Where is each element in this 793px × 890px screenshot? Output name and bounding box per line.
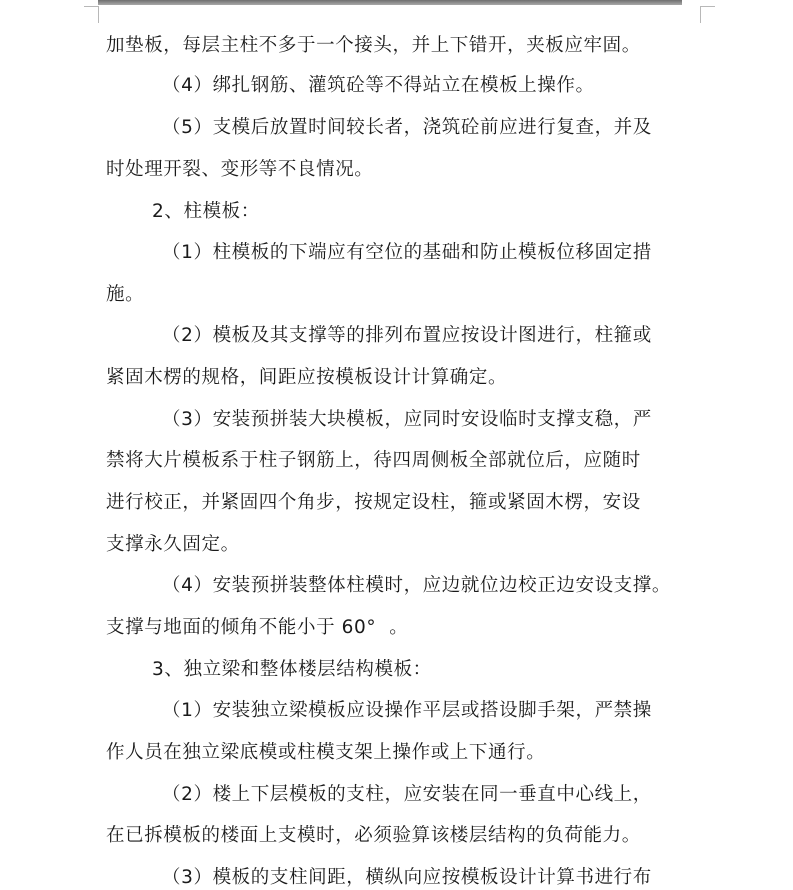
section-heading: 2、柱模板： [152,201,260,222]
paragraph-line: （1）安装独立梁模板应设操作平层或搭设脚手架，严禁操 [162,700,652,721]
paragraph-line: （3）安装预拼装大块模板，应同时安设临时支撑支稳，严 [162,409,652,430]
paragraph-line: 施。 [106,284,145,305]
paragraph-line: 作人员在独立梁底模或柱模支架上操作或上下通行。 [106,742,546,763]
section-heading: 3、独立梁和整体楼层结构模板： [152,659,432,680]
paragraph-line: （3）模板的支柱间距，横纵向应按模板设计计算书进行布 [162,867,652,888]
paragraph-line: 加垫板，每层主柱不多于一个接头，并上下错开，夹板应牢固。 [106,35,641,56]
paragraph-line: 进行校正，并紧固四个角步，按规定设柱，箍或紧固木楞，安设 [106,492,641,513]
paragraph-line: （4）安装预拼装整体柱模时，应边就位边校正边安设支撑。 [162,575,671,596]
paragraph-line: 时处理开裂、变形等不良情况。 [106,159,374,180]
paragraph-line: （2）楼上下层模板的支柱，应安装在同一垂直中心线上， [162,784,652,805]
paragraph-line: （4）绑扎钢筋、灌筑砼等不得站立在模板上操作。 [162,75,595,96]
paragraph-line: 支撑永久固定。 [106,534,240,555]
paragraph-line: 在已拆模板的楼面上支模时，必须验算该楼层结构的负荷能力。 [106,825,641,846]
paragraph-line: （1）柱模板的下端应有空位的基础和防止模板位移固定措 [162,242,652,263]
paragraph-line: 禁将大片模板系于柱子钢筋上，待四周侧板全部就位后，应随时 [106,450,641,471]
paragraph-line: 紧固木楞的规格，间距应按模板设计计算确定。 [106,367,508,388]
paragraph-line: 支撑与地面的倾角不能小于 60° 。 [106,617,409,638]
paragraph-line: （2）模板及其支撑等的排列布置应按设计图进行，柱箍或 [162,325,652,346]
paragraph-line: （5）支模后放置时间较长者，浇筑砼前应进行复查，并及 [162,117,652,138]
